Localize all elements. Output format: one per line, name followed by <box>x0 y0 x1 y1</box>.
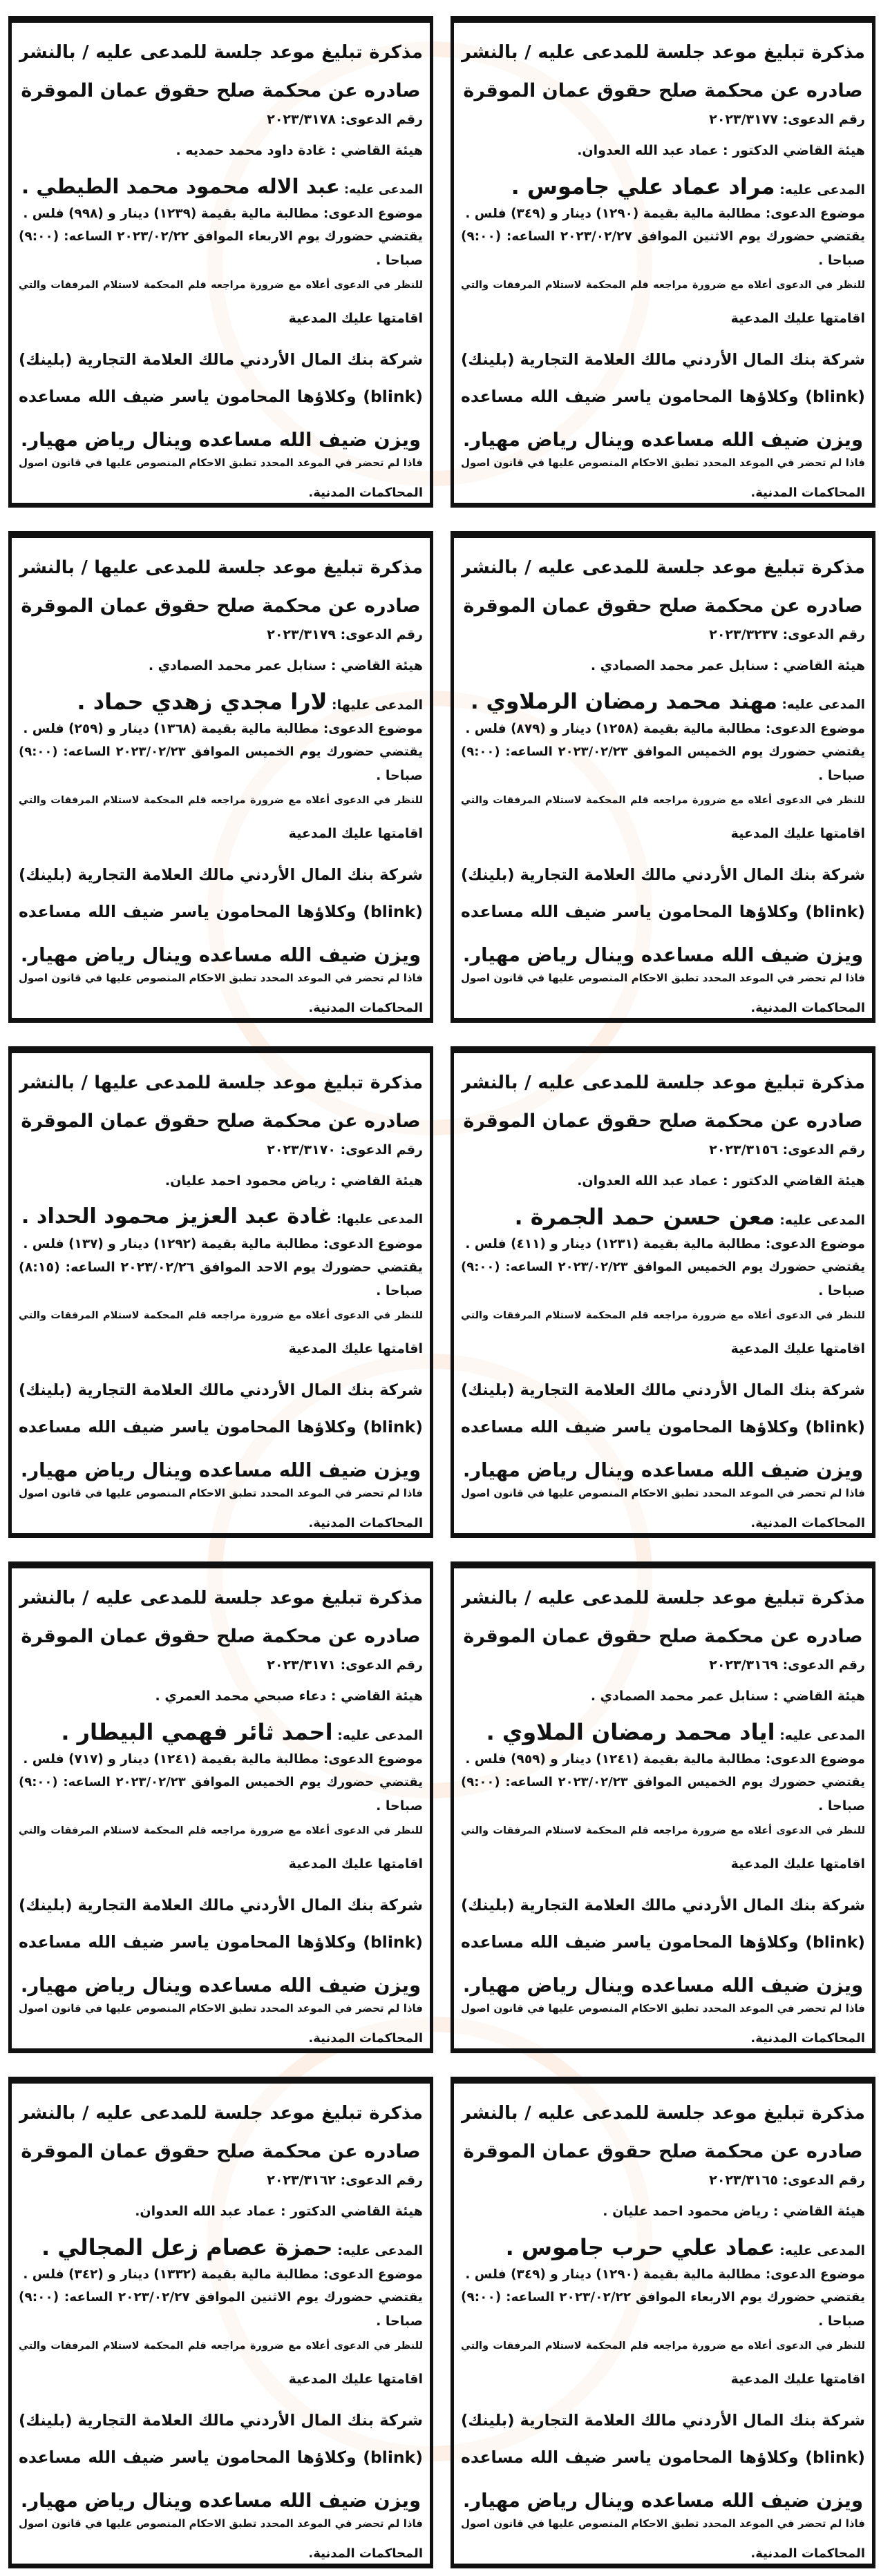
consider-line: للنظر في الدعوى أعلاه مع ضرورة مراجعه قلم المحكمة لاستلام المرفقات والتي <box>461 795 865 806</box>
court-notice <box>8 2077 433 2568</box>
case-label: رقم الدعوى: <box>782 112 865 127</box>
defendant-line <box>461 2230 865 2265</box>
case-number: ٢٠٢٣/٣١٧١ <box>267 1657 336 1673</box>
plaintiff-lawyers-cont: ويزن ضيف الله مساعده وينال رياض مهيار. <box>20 2490 421 2512</box>
case-number-line <box>19 624 423 646</box>
case-label: رقم الدعوى: <box>340 1142 423 1157</box>
case-number-line <box>19 108 423 131</box>
defendant-line <box>461 1715 865 1749</box>
case-number: ٢٠٢٣/٣١٦٩ <box>709 1657 778 1673</box>
morning-text: صباحا . <box>818 768 865 783</box>
filed-by-line: اقامتها عليك المدعية <box>288 826 423 841</box>
court-name: صادره عن محكمة صلح حقوق عمان الموقرة <box>463 595 863 617</box>
defendant-label: المدعى عليها: <box>337 1212 423 1227</box>
claim-subject: موضوع الدعوى: مطالبة مالية بقيمة (١٢٣١) دينار و (٤١١) فلس . <box>465 1237 865 1251</box>
warning-line: فاذا لم تحضر في الموعد المحدد تطبق الاحكام المنصوص عليها في قانون اصول <box>461 972 865 984</box>
claim-subject: موضوع الدعوى: مطالبة مالية بقيمة (١٢٤١) دينار و (٧١٧) فلس . <box>23 1752 423 1767</box>
defendant-name: مراد عماد علي جاموس . <box>511 173 775 200</box>
defendant-name: لارا مجدي زهدي حماد . <box>77 689 328 715</box>
court-name: صادره عن محكمة صلح حقوق عمان الموقرة <box>21 1111 421 1132</box>
case-label: رقم الدعوى: <box>782 2173 865 2188</box>
court-notice <box>451 1561 875 2053</box>
court-notice <box>451 531 875 1023</box>
plaintiff-company: شركة بنك المال الأردني مالك العلامة التجارية (بلينك) <box>19 1896 423 1914</box>
plaintiff-lawyers: (blink) وكلاؤها المحامون ياسر ضيف الله مساعده <box>461 1417 865 1436</box>
plaintiff-lawyers: (blink) وكلاؤها المحامون ياسر ضيف الله مساعده <box>461 1932 865 1952</box>
case-number: ٢٠٢٣/٣١٦٢ <box>267 2173 336 2188</box>
consider-line: للنظر في الدعوى أعلاه مع ضرورة مراجعه قلم المحكمة لاستلام المرفقات والتي <box>19 2340 423 2352</box>
consider-line: للنظر في الدعوى أعلاه مع ضرورة مراجعه قلم المحكمة لاستلام المرفقات والتي <box>19 280 423 291</box>
filed-by-line: اقامتها عليك المدعية <box>730 2372 865 2387</box>
case-number-line <box>461 108 865 131</box>
warning-line: فاذا لم تحضر في الموعد المحدد تطبق الاحكام المنصوص عليها في قانون اصول <box>461 1487 865 1499</box>
plaintiff-lawyers-cont: ويزن ضيف الله مساعده وينال رياض مهيار. <box>20 944 421 966</box>
plaintiff-lawyers: (blink) وكلاؤها المحامون ياسر ضيف الله مساعده <box>19 1932 423 1952</box>
court-notice <box>8 531 433 1023</box>
warning-line-end: المحاكمات المدنية. <box>308 2031 423 2046</box>
attendance-line: يقتضي حضورك يوم الاربعاء الموافق ٢٠٢٣/٠٢/٢٢ الساعه: (٩:٠٠) <box>461 2290 865 2305</box>
attendance-line: يقتضي حضورك يوم الاحد الموافق ٢٠٢٣/٠٢/٢٦ الساعه: (٨:١٥) <box>19 1260 423 1275</box>
defendant-label: المدعى عليه: <box>779 1728 865 1743</box>
case-label: رقم الدعوى: <box>340 627 423 642</box>
warning-line: فاذا لم تحضر في الموعد المحدد تطبق الاحكام المنصوص عليها في قانون اصول <box>461 2002 865 2015</box>
case-number-line <box>461 1139 865 1161</box>
defendant-label: المدعى عليه: <box>779 1213 865 1228</box>
defendant-name: معن حسن حمد الجمرة . <box>514 1204 775 1230</box>
notice-title: مذكرة تبليغ موعد جلسة للمدعى عليه / بالنشر <box>461 1073 865 1093</box>
defendant-line <box>461 684 865 719</box>
claim-subject: موضوع الدعوى: مطالبة مالية بقيمة (١٢٤١) دينار و (٩٥٩) فلس . <box>465 1752 865 1767</box>
attendance-line: يقتضي حضورك يوم الخميس الموافق ٢٠٢٣/٠٢/٢٣ الساعه: (٩:٠٠) <box>461 1775 865 1789</box>
plaintiff-lawyers: (blink) وكلاؤها المحامون ياسر ضيف الله مساعده <box>19 2448 423 2467</box>
plaintiff-lawyers-cont: ويزن ضيف الله مساعده وينال رياض مهيار. <box>462 1459 864 1481</box>
defendant-name: حمزة عصام زعل المجالي . <box>41 2234 333 2260</box>
case-number: ٢٠٢٣/٣١٥٦ <box>709 1142 778 1157</box>
defendant-label: المدعى عليه: <box>779 182 865 198</box>
claim-subject: موضوع الدعوى: مطالبة مالية بقيمة (١٣٦٨) دينار و (٢٥٩) فلس . <box>23 722 423 736</box>
court-name: صادره عن محكمة صلح حقوق عمان الموقرة <box>463 80 863 102</box>
plaintiff-lawyers: (blink) وكلاؤها المحامون ياسر ضيف الله مساعده <box>19 387 423 406</box>
warning-line-end: المحاكمات المدنية. <box>750 2546 865 2561</box>
court-name: صادره عن محكمة صلح حقوق عمان الموقرة <box>463 1111 863 1132</box>
consider-line: للنظر في الدعوى أعلاه مع ضرورة مراجعه قلم المحكمة لاستلام المرفقات والتي <box>461 280 865 291</box>
judge-line: هيئة القاضي : رياض محمود احمد عليان. <box>164 1173 423 1189</box>
defendant-name: احمد ثائر فهمي البيطار . <box>61 1719 333 1745</box>
filed-by-line: اقامتها عليك المدعية <box>730 1856 865 1872</box>
plaintiff-company: شركة بنك المال الأردني مالك العلامة التجارية (بلينك) <box>19 866 423 884</box>
case-number: ٢٠٢٣/٣١٧٠ <box>267 1142 336 1157</box>
judge-line: هيئة القاضي : سنابل عمر محمد الصمادي . <box>590 1689 865 1704</box>
case-number: ٢٠٢٣/٣٢٣٧ <box>709 627 778 642</box>
attendance-line: يقتضي حضورك يوم الخميس الموافق ٢٠٢٣/٠٢/٢٣ الساعه: (٩:٠٠) <box>461 1260 865 1274</box>
plaintiff-company: شركة بنك المال الأردني مالك العلامة التجارية (بلينك) <box>461 2412 865 2430</box>
case-number-line <box>19 1139 423 1161</box>
plaintiff-lawyers: (blink) وكلاؤها المحامون ياسر ضيف الله مساعده <box>461 387 865 406</box>
case-label: رقم الدعوى: <box>782 1142 865 1157</box>
case-number: ٢٠٢٣/٣١٧٧ <box>709 112 778 127</box>
defendant-name: اياد محمد رمضان الملاوي . <box>486 1719 775 1745</box>
filed-by-line: اقامتها عليك المدعية <box>730 1341 865 1356</box>
court-name: صادره عن محكمة صلح حقوق عمان الموقرة <box>21 80 421 102</box>
claim-subject: موضوع الدعوى: مطالبة مالية بقيمة (١٢٩٠) دينار و (٣٤٩) فلس . <box>465 206 865 221</box>
case-label: رقم الدعوى: <box>340 2173 423 2188</box>
case-label: رقم الدعوى: <box>782 1657 865 1673</box>
court-notice <box>451 16 875 508</box>
defendant-label: المدعى عليه: <box>337 2243 423 2258</box>
defendant-label: المدعى عليها: <box>332 698 423 713</box>
court-name: صادره عن محكمة صلح حقوق عمان الموقرة <box>21 1626 421 1647</box>
plaintiff-lawyers: (blink) وكلاؤها المحامون ياسر ضيف الله مساعده <box>19 902 423 921</box>
defendant-label: المدعى عليه: <box>779 2243 865 2258</box>
plaintiff-lawyers-cont: ويزن ضيف الله مساعده وينال رياض مهيار. <box>20 1459 421 1481</box>
court-notice <box>451 1046 875 1538</box>
warning-line: فاذا لم تحضر في الموعد المحدد تطبق الاحكام المنصوص عليها في قانون اصول <box>461 2517 865 2530</box>
court-name: صادره عن محكمة صلح حقوق عمان الموقرة <box>21 2141 421 2162</box>
claim-subject: موضوع الدعوى: مطالبة مالية بقيمة (١٢٩٠) دينار و (٣٤٩) فلس . <box>465 2267 865 2282</box>
case-number-line <box>19 1654 423 1676</box>
morning-text: صباحا . <box>818 2314 865 2329</box>
judge-line: هيئة القاضي : رياض محمود احمد عليان . <box>603 2204 865 2219</box>
consider-line: للنظر في الدعوى أعلاه مع ضرورة مراجعه قلم المحكمة لاستلام المرفقات والتي <box>19 1825 423 1836</box>
warning-line: فاذا لم تحضر في الموعد المحدد تطبق الاحكام المنصوص عليها في قانون اصول <box>19 1487 423 1499</box>
defendant-label: المدعى عليه: <box>781 698 865 712</box>
warning-line-end: المحاكمات المدنية. <box>308 1516 423 1530</box>
defendant-name: عماد علي حرب جاموس . <box>505 2234 775 2260</box>
attendance-line: يقتضي حضورك يوم الخميس الموافق ٢٠٢٣/٠٢/٢٣ الساعه: (٩:٠٠) <box>461 744 865 759</box>
case-number: ٢٠٢٣/٣١٦٥ <box>709 2173 778 2188</box>
defendant-name: مهند محمد رمضان الرملاوي . <box>470 689 778 714</box>
defendant-line <box>461 169 865 204</box>
case-label: رقم الدعوى: <box>782 627 865 642</box>
plaintiff-company: شركة بنك المال الأردني مالك العلامة التجارية (بلينك) <box>461 1896 865 1914</box>
court-notice <box>8 1561 433 2053</box>
plaintiff-lawyers: (blink) وكلاؤها المحامون ياسر ضيف الله مساعده <box>461 902 865 921</box>
notice-title: مذكرة تبليغ موعد جلسة للمدعى عليه / بالنشر <box>19 2103 423 2124</box>
defendant-line <box>461 1200 865 1234</box>
attendance-line: يقتضي حضورك يوم الخميس الموافق ٢٠٢٣/٠٢/٢٣ الساعه: (٩:٠٠) <box>19 744 423 759</box>
attendance-line: يقتضي حضورك يوم الخميس الموافق ٢٠٢٣/٠٢/٢٣ الساعه: (٩:٠٠) <box>19 1775 423 1789</box>
claim-subject: موضوع الدعوى: مطالبة مالية بقيمة (١٢٩٢) دينار و (١٣٧) فلس . <box>23 1237 423 1251</box>
plaintiff-lawyers: (blink) وكلاؤها المحامون ياسر ضيف الله مساعده <box>19 1417 423 1436</box>
plaintiff-company: شركة بنك المال الأردني مالك العلامة التجارية (بلينك) <box>461 351 865 369</box>
judge-line: هيئة القاضي الدكتور : عماد عبد الله العدوان. <box>135 2204 423 2219</box>
consider-line: للنظر في الدعوى أعلاه مع ضرورة مراجعه قلم المحكمة لاستلام المرفقات والتي <box>461 1310 865 1321</box>
filed-by-line: اقامتها عليك المدعية <box>288 311 423 326</box>
filed-by-line: اقامتها عليك المدعية <box>288 1856 423 1872</box>
defendant-name: غادة عبد العزيز محمود الحداد . <box>21 1204 332 1229</box>
morning-text: صباحا . <box>376 1798 423 1814</box>
attendance-line: يقتضي حضورك يوم الاثنين الموافق ٢٠٢٣/٠٢/٢٧ الساعه: (٩:٠٠) <box>461 229 865 244</box>
defendant-line <box>19 169 423 204</box>
filed-by-line: اقامتها عليك المدعية <box>730 311 865 326</box>
notice-title: مذكرة تبليغ موعد جلسة للمدعى عليه / بالنشر <box>19 42 423 63</box>
consider-line: للنظر في الدعوى أعلاه مع ضرورة مراجعه قلم المحكمة لاستلام المرفقات والتي <box>19 795 423 806</box>
notice-title: مذكرة تبليغ موعد جلسة للمدعى عليها / بالنشر <box>19 1073 423 1093</box>
case-label: رقم الدعوى: <box>340 1657 423 1673</box>
notice-title: مذكرة تبليغ موعد جلسة للمدعى عليها / بالنشر <box>19 557 423 578</box>
judge-line: هيئة القاضي : سنابل عمر محمد الصمادي . <box>590 658 865 673</box>
filed-by-line: اقامتها عليك المدعية <box>288 1341 423 1356</box>
claim-subject: موضوع الدعوى: مطالبة مالية بقيمة (١٢٣٩) دينار و (٩٩٨) فلس . <box>23 206 423 221</box>
warning-line-end: المحاكمات المدنية. <box>750 486 865 500</box>
case-number-line <box>461 1654 865 1676</box>
plaintiff-lawyers-cont: ويزن ضيف الله مساعده وينال رياض مهيار. <box>462 944 864 966</box>
plaintiff-lawyers: (blink) وكلاؤها المحامون ياسر ضيف الله مساعده <box>461 2448 865 2467</box>
judge-line: هيئة القاضي : دعاء صبحي محمد العمري . <box>155 1689 423 1704</box>
case-number: ٢٠٢٣/٣١٧٨ <box>267 112 336 127</box>
notice-title: مذكرة تبليغ موعد جلسة للمدعى عليه / بالنشر <box>461 2103 865 2124</box>
case-number-line <box>461 2169 865 2191</box>
warning-line-end: المحاكمات المدنية. <box>308 2546 423 2561</box>
defendant-label: المدعى عليه: <box>337 1728 423 1743</box>
defendant-name: عبد الاله محمود محمد الطيطي . <box>21 175 340 198</box>
case-number-line <box>19 2169 423 2191</box>
judge-line: هيئة القاضي الدكتور : عماد عبد الله العدوان. <box>577 1173 865 1189</box>
court-name: صادره عن محكمة صلح حقوق عمان الموقرة <box>21 595 421 617</box>
notice-title: مذكرة تبليغ موعد جلسة للمدعى عليه / بالنشر <box>461 1588 865 1608</box>
plaintiff-lawyers-cont: ويزن ضيف الله مساعده وينال رياض مهيار. <box>462 2490 864 2512</box>
defendant-label: المدعى عليه: <box>343 183 423 197</box>
warning-line-end: المحاكمات المدنية. <box>308 486 423 500</box>
plaintiff-company: شركة بنك المال الأردني مالك العلامة التجارية (بلينك) <box>19 2412 423 2430</box>
morning-text: صباحا . <box>376 1283 423 1298</box>
court-name: صادره عن محكمة صلح حقوق عمان الموقرة <box>463 2141 863 2162</box>
judge-line: هيئة القاضي : سنابل عمر محمد الصمادي . <box>148 658 423 673</box>
morning-text: صباحا . <box>376 768 423 783</box>
judge-line: هيئة القاضي : غادة داود محمد حمديه . <box>176 143 423 158</box>
judge-line: هيئة القاضي الدكتور : عماد عبد الله العدوان. <box>577 143 865 158</box>
warning-line-end: المحاكمات المدنية. <box>750 1001 865 1015</box>
consider-line: للنظر في الدعوى أعلاه مع ضرورة مراجعه قلم المحكمة لاستلام المرفقات والتي <box>19 1310 423 1321</box>
notice-title: مذكرة تبليغ موعد جلسة للمدعى عليه / بالنشر <box>461 557 865 578</box>
warning-line: فاذا لم تحضر في الموعد المحدد تطبق الاحكام المنصوص عليها في قانون اصول <box>19 456 423 469</box>
warning-line-end: المحاكمات المدنية. <box>750 1516 865 1530</box>
morning-text: صباحا . <box>376 253 423 268</box>
morning-text: صباحا . <box>818 1798 865 1814</box>
morning-text: صباحا . <box>376 2314 423 2329</box>
plaintiff-company: شركة بنك المال الأردني مالك العلامة التجارية (بلينك) <box>19 351 423 369</box>
notice-title: مذكرة تبليغ موعد جلسة للمدعى عليه / بالنشر <box>461 42 865 63</box>
warning-line: فاذا لم تحضر في الموعد المحدد تطبق الاحكام المنصوص عليها في قانون اصول <box>19 972 423 984</box>
court-notice <box>451 2077 875 2568</box>
case-number-line <box>461 624 865 646</box>
morning-text: صباحا . <box>818 1283 865 1298</box>
plaintiff-company: شركة بنك المال الأردني مالك العلامة التجارية (بلينك) <box>461 1381 865 1399</box>
plaintiff-lawyers-cont: ويزن ضيف الله مساعده وينال رياض مهيار. <box>462 1974 864 1997</box>
defendant-line <box>19 1715 423 1749</box>
plaintiff-lawyers-cont: ويزن ضيف الله مساعده وينال رياض مهيار. <box>462 429 864 451</box>
claim-subject: موضوع الدعوى: مطالبة مالية بقيمة (١٢٥٨) دينار و (٨٧٩) فلس . <box>465 722 865 736</box>
consider-line: للنظر في الدعوى أعلاه مع ضرورة مراجعه قلم المحكمة لاستلام المرفقات والتي <box>461 2340 865 2352</box>
case-number: ٢٠٢٣/٣١٧٩ <box>267 627 336 642</box>
plaintiff-company: شركة بنك المال الأردني مالك العلامة التجارية (بلينك) <box>461 866 865 884</box>
claim-subject: موضوع الدعوى: مطالبة مالية بقيمة (١٣٣٢) دينار و (٣٤٢) فلس . <box>23 2267 423 2282</box>
defendant-line <box>19 1200 423 1234</box>
notice-title: مذكرة تبليغ موعد جلسة للمدعى عليه / بالنشر <box>19 1588 423 1608</box>
case-label: رقم الدعوى: <box>340 112 423 127</box>
plaintiff-lawyers-cont: ويزن ضيف الله مساعده وينال رياض مهيار. <box>20 1974 421 1997</box>
filed-by-line: اقامتها عليك المدعية <box>730 826 865 841</box>
consider-line: للنظر في الدعوى أعلاه مع ضرورة مراجعه قلم المحكمة لاستلام المرفقات والتي <box>461 1825 865 1836</box>
court-name: صادره عن محكمة صلح حقوق عمان الموقرة <box>463 1626 863 1647</box>
filed-by-line: اقامتها عليك المدعية <box>288 2372 423 2387</box>
court-notice <box>8 16 433 508</box>
court-notice <box>8 1046 433 1538</box>
warning-line: فاذا لم تحضر في الموعد المحدد تطبق الاحكام المنصوص عليها في قانون اصول <box>19 2002 423 2015</box>
warning-line: فاذا لم تحضر في الموعد المحدد تطبق الاحكام المنصوص عليها في قانون اصول <box>461 456 865 469</box>
warning-line-end: المحاكمات المدنية. <box>750 2031 865 2046</box>
morning-text: صباحا . <box>818 253 865 268</box>
warning-line: فاذا لم تحضر في الموعد المحدد تطبق الاحكام المنصوص عليها في قانون اصول <box>19 2517 423 2530</box>
defendant-line <box>19 684 423 719</box>
defendant-line <box>19 2230 423 2265</box>
plaintiff-company: شركة بنك المال الأردني مالك العلامة التجارية (بلينك) <box>19 1381 423 1399</box>
warning-line-end: المحاكمات المدنية. <box>308 1001 423 1015</box>
plaintiff-lawyers-cont: ويزن ضيف الله مساعده وينال رياض مهيار. <box>20 429 421 451</box>
attendance-line: يقتضي حضورك يوم الاثنين الموافق ٢٠٢٣/٠٢/٢٧ الساعه: (٩:٠٠) <box>19 2290 423 2305</box>
attendance-line: يقتضي حضورك يوم الاربعاء الموافق ٢٠٢٣/٠٢/٢٢ الساعه: (٩:٠٠) <box>19 229 423 244</box>
